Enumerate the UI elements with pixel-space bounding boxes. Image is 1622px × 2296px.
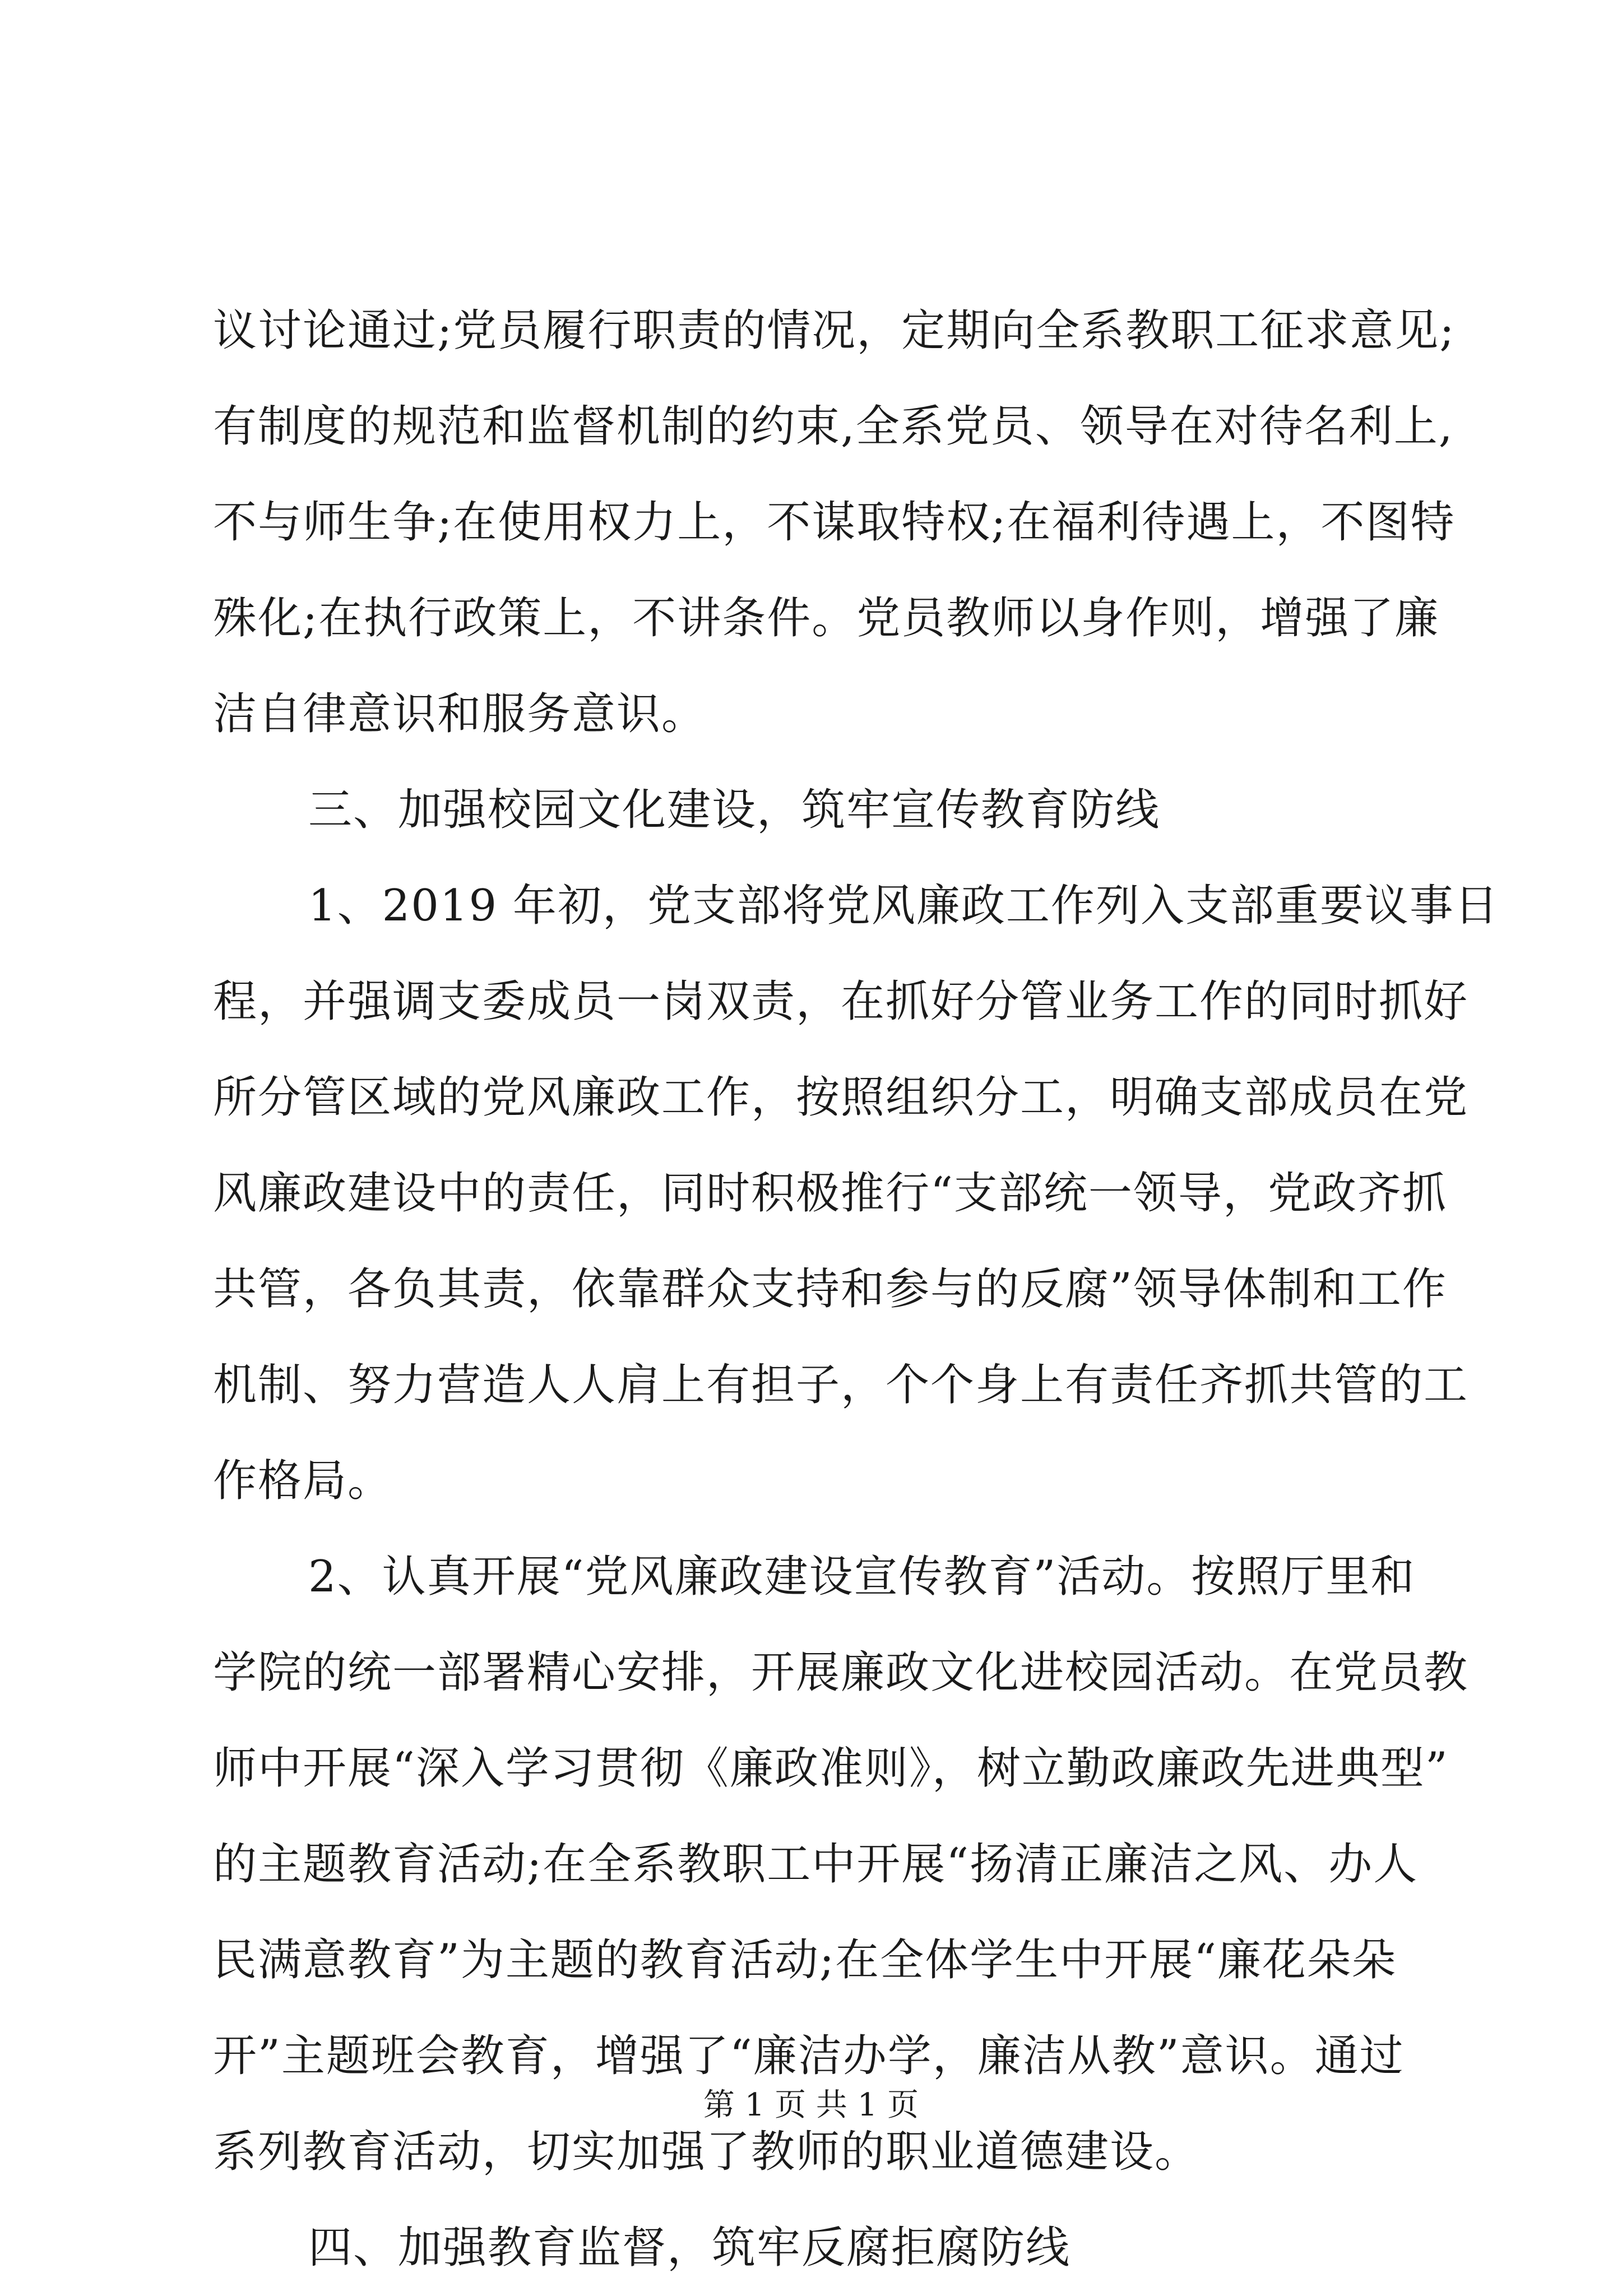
paragraph-line: 系列教育活动，切实加强了教师的职业道德建设。 [213, 2127, 1200, 2177]
paragraph-line: 程，并强调支委成员一岗双责，在抓好分管业务工作的同时抓好 [213, 976, 1469, 1027]
section-heading: 四、加强教育监督，筑牢反腐拒腐防线 [308, 2223, 1071, 2273]
paragraph-line: 民满意教育”为主题的教育活动;在全体学生中开展“廉花朵朵 [213, 1935, 1397, 1985]
paragraph-line: 学院的统一部署精心安排，开展廉政文化进校园活动。在党员教 [213, 1647, 1469, 1698]
section-heading: 三、加强校园文化建设，筑牢宣传教育防线 [308, 785, 1161, 835]
paragraph-line: 作格局。 [213, 1456, 393, 1506]
paragraph-line: 议讨论通过;党员履行职责的情况，定期向全系教职工征求意见; [213, 305, 1456, 356]
document-body [213, 283, 1499, 2296]
page-number-label: 第 1 页 共 1 页 [703, 2087, 919, 2123]
paragraph-line: 不与师生争;在使用权力上，不谋取特权;在福利待遇上，不图特 [213, 497, 1456, 548]
paragraph-line: 共管，各负其责，依靠群众支持和参与的反腐”领导体制和工作 [213, 1264, 1447, 1314]
page-footer [0, 2083, 1622, 2128]
paragraph-line: 机制、努力营造人人肩上有担子，个个身上有责任齐抓共管的工 [213, 1360, 1469, 1410]
paragraph-line: 1、2019 年初，党支部将党风廉政工作列入支部重要议事日 [308, 881, 1499, 931]
paragraph-line: 有制度的规范和监督机制的约束,全系党员、领导在对待名利上, [213, 401, 1454, 452]
paragraph-line: 风廉政建设中的责任，同时积极推行“支部统一领导，党政齐抓 [213, 1168, 1447, 1219]
paragraph-line: 殊化;在执行政策上，不讲条件。党员教师以身作则，增强了廉 [213, 593, 1440, 644]
paragraph-line: 洁自律意识和服务意识。 [213, 689, 707, 739]
paragraph-line: 开”主题班会教育，增强了“廉洁办学，廉洁从教”意识。通过 [213, 2031, 1405, 2081]
paragraph-line: 2、认真开展“党风廉政建设宣传教育”活动。按照厅里和 [308, 1552, 1416, 1602]
paragraph-line: 师中开展“深入学习贯彻《廉政准则》，树立勤政廉政先进典型” [213, 1743, 1449, 1794]
paragraph-line: 的主题教育活动;在全系教职工中开展“扬清正廉洁之风、办人 [213, 1839, 1419, 1890]
paragraph-line: 所分管区域的党风廉政工作，按照组织分工，明确支部成员在党 [213, 1072, 1469, 1123]
